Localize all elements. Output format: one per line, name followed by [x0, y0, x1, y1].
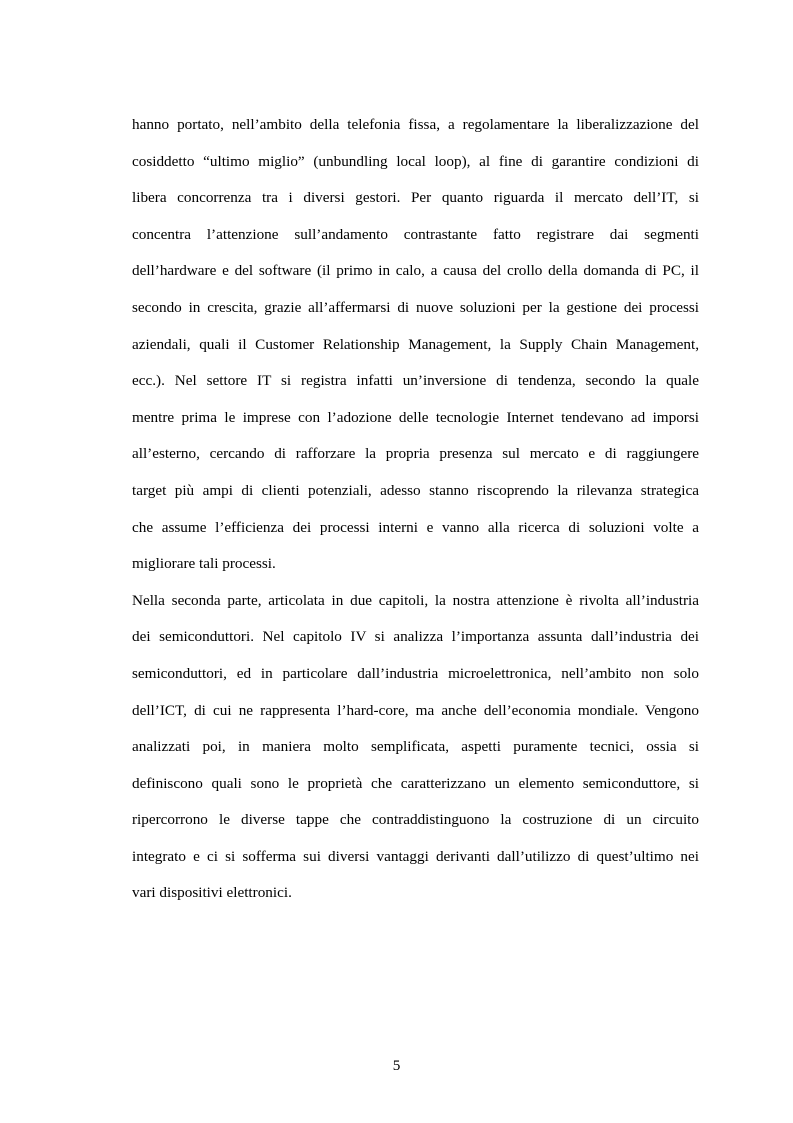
text-line: hanno portato, nell’ambito della telefonia fissa, a regolamentare la liberalizzazione del — [132, 116, 699, 133]
text-line: target più ampi di clienti potenziali, adesso stanno riscoprendo la rilevanza strategica — [132, 481, 699, 499]
text-line: libera concorrenza tra i diversi gestori. Per quanto riguarda il mercato dell’IT, si — [132, 189, 699, 207]
text-line: definiscono quali sono le proprietà che caratterizzano un elemento semiconduttore, si — [132, 774, 699, 792]
text-line: Nella seconda parte, articolata in due capitoli, la nostra attenzione è rivolta all’industria — [132, 591, 699, 609]
text-line: dei semiconduttori. Nel capitolo IV si analizza l’importanza assunta dall’industria dei — [132, 628, 699, 646]
page-number: 5 — [392, 1057, 401, 1074]
text-line: che assume l’efficienza dei processi interni e vanno alla ricerca di soluzioni volte a — [132, 518, 699, 536]
body-text — [132, 110, 699, 915]
paragraph-1 — [132, 110, 699, 586]
text-line: dell’hardware e del software (il primo in calo, a causa del crollo della domanda di PC, il — [132, 262, 699, 280]
text-line: cosiddetto “ultimo miglio” (unbundling local loop), al fine di garantire condizioni di — [132, 152, 699, 170]
text-line: ecc.). Nel settore IT si registra infatti un’inversione di tendenza, secondo la quale — [132, 372, 699, 390]
text-line: integrato e ci si sofferma sui diversi vantaggi derivanti dall’utilizzo di quest’ultimo nei — [132, 847, 699, 865]
text-line: migliorare tali processi. — [132, 555, 276, 573]
text-line: dell’ICT, di cui ne rappresenta l’hard-core, ma anche dell’economia mondiale. Vengono — [132, 701, 699, 719]
text-line: mentre prima le imprese con l’adozione delle tecnologie Internet tendevano ad imporsi — [132, 408, 699, 426]
text-line: semiconduttori, ed in particolare dall’industria microelettronica, nell’ambito non solo — [132, 664, 699, 682]
paragraph-2 — [132, 586, 699, 915]
text-line: vari dispositivi elettronici. — [132, 884, 292, 902]
text-line: aziendali, quali il Customer Relationship Management, la Supply Chain Management, — [132, 335, 699, 353]
text-line: secondo in crescita, grazie all’affermarsi di nuove soluzioni per la gestione dei processi — [132, 298, 699, 316]
text-line: all’esterno, cercando di rafforzare la propria presenza sul mercato e di raggiungere — [132, 445, 699, 463]
text-line: ripercorrono le diverse tappe che contraddistinguono la costruzione di un circuito — [132, 811, 699, 829]
text-line: concentra l’attenzione sull’andamento contrastante fatto registrare dai segmenti — [132, 225, 699, 243]
text-line: analizzati poi, in maniera molto semplificata, aspetti puramente tecnici, ossia si — [132, 738, 699, 756]
